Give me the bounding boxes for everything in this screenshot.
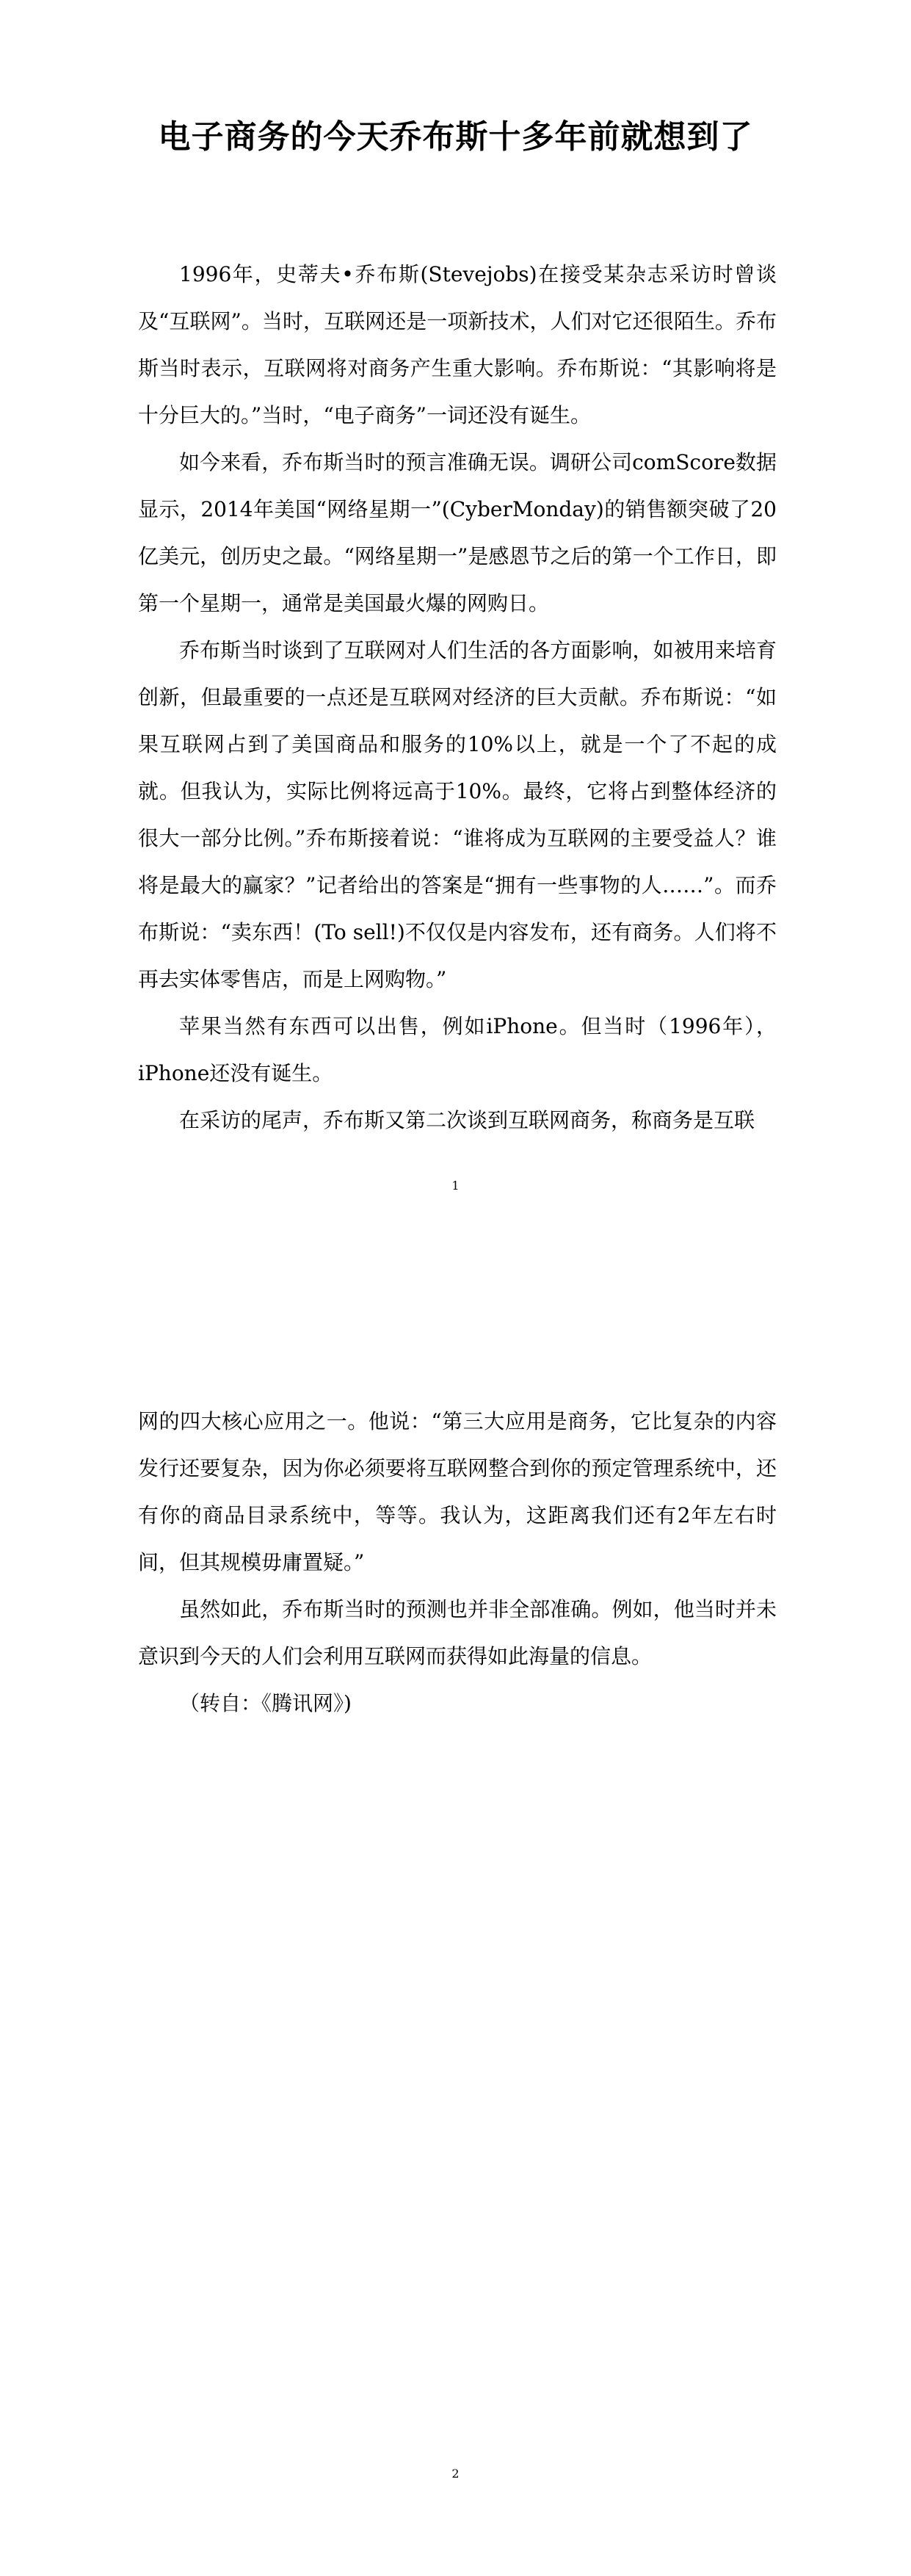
paragraph-continued: 网的四大核心应用之一。他说：“第三大应用是商务，它比复杂的内容发行还要复杂，因为你必须要将互联网整合到你的预定管理系统中，还有你的商品目录系统中，等等。我认为，这距离我们还有2年左右时间，但其规模毋庸置疑。” — [138, 1409, 777, 1574]
paragraph: 乔布斯当时谈到了互联网对人们生活的各方面影响，如被用来培育创新，但最重要的一点还是互联网对经济的巨大贡献。乔布斯说：“如果互联网占到了美国商品和服务的10%以上，就是一个了不起的成就。但我认为，实际比例将远高于10%。最终，它将占到整体经济的很大一部分比例。”乔布斯接着说：“谁将成为互联网的主要受益人？谁将是最大的赢家？”记者给出的答案是“拥有一些事物的人……”。而乔布斯说：“卖东西！(To sell!)不仅仅是内容发布，还有商务。人们将不再去实体零售店，而是上网购物。” — [138, 638, 777, 991]
paragraph: 虽然如此，乔布斯当时的预测也并非全部准确。例如，他当时并未意识到今天的人们会利用互联网而获得如此海量的信息。 — [138, 1597, 777, 1668]
paragraph: 在采访的尾声，乔布斯又第二次谈到互联网商务，称商务是互联 — [179, 1108, 755, 1132]
paragraph: 苹果当然有东西可以出售，例如iPhone。但当时（1996年），iPhone还没有诞生。 — [138, 1014, 777, 1085]
document-page-2 — [0, 1288, 911, 2576]
paragraph: 如今来看，乔布斯当时的预言准确无误。调研公司comScore数据显示，2014年美国“网络星期一”(CyberMonday)的销售额突破了20亿美元，创历史之最。“网络星期一”是感恩节之后的第一个工作日，即第一个星期一，通常是美国最火爆的网购日。 — [138, 450, 777, 615]
paragraph: 1996年，史蒂夫•乔布斯(Stevejobs)在接受某杂志采访时曾谈及“互联网”。当时，互联网还是一项新技术，人们对它还很陌生。乔布斯当时表示，互联网将对商务产生重大影响。乔布斯说：“其影响将是十分巨大的。”当时，“电子商务”一词还没有诞生。 — [138, 262, 777, 427]
page-1-body — [138, 251, 777, 1144]
source-note: （转自：《腾讯网》) — [179, 1691, 352, 1715]
page-2-body — [138, 1398, 777, 1727]
page-number: 2 — [451, 2467, 460, 2481]
page-number: 1 — [451, 1179, 460, 1193]
document-title: 电子商务的今天乔布斯十多年前就想到了 — [158, 118, 753, 156]
